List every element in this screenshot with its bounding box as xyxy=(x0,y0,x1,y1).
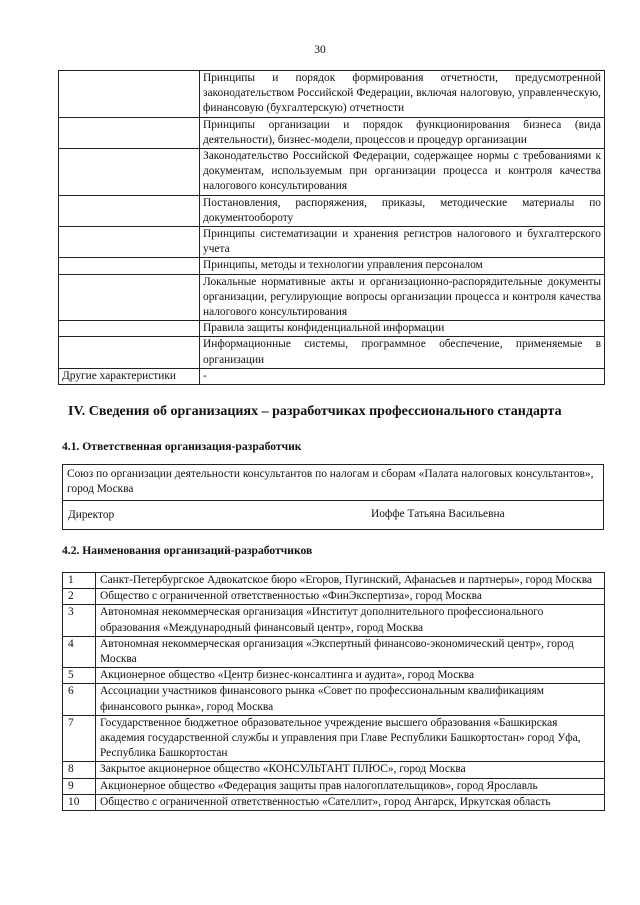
org-row xyxy=(63,715,605,762)
page-number: 30 xyxy=(314,44,326,56)
org-name: Общество с ограниченной ответственностью «Сателлит», город Ангарск, Иркутская область xyxy=(96,794,605,810)
org-name: Ассоциации участников финансового рынка «Совет по профессиональным квалификациям финансового рынка», город Москва xyxy=(96,684,605,715)
row-label-cell xyxy=(59,258,200,274)
org-name: Санкт-Петербургское Адвокатское бюро «Егоров, Пугинский, Афанасьев и партнеры», город Москва xyxy=(96,573,605,589)
table-row xyxy=(59,117,605,148)
org-number: 5 xyxy=(63,668,96,684)
table-row xyxy=(59,195,605,226)
org-row xyxy=(63,684,605,715)
developer-orgs-table xyxy=(62,572,605,811)
row-label-cell: Другие характеристики xyxy=(59,368,200,384)
table-row xyxy=(59,258,605,274)
responsible-position: Директор xyxy=(68,509,115,522)
org-row xyxy=(63,668,605,684)
developer-orgs-title: 4.2. Наименования организаций-разработчиков xyxy=(62,544,313,557)
org-number: 4 xyxy=(63,636,96,667)
row-content-cell: Принципы и порядок формирования отчетности, предусмотренной законодательством Российской Федерации, включая налоговую, управленческую, финансовую (бухгалтерскую) отчетности xyxy=(200,71,605,118)
org-name: Акционерное общество «Федерация защиты прав налогоплательщиков», город Ярославль xyxy=(96,778,605,794)
org-row xyxy=(63,762,605,778)
table-row xyxy=(59,368,605,384)
org-row xyxy=(63,794,605,810)
org-number: 6 xyxy=(63,684,96,715)
table-row xyxy=(59,337,605,368)
row-label-cell xyxy=(59,274,200,321)
org-number: 2 xyxy=(63,589,96,605)
responsible-org-box xyxy=(62,464,604,530)
row-label-cell xyxy=(59,337,200,368)
table-row xyxy=(59,321,605,337)
org-row xyxy=(63,589,605,605)
row-label-cell xyxy=(59,321,200,337)
row-content-cell: Законодательство Российской Федерации, содержащее нормы с требованиями к документам, используемым при организации процесса и контроля качества налогового консультирования xyxy=(200,149,605,196)
row-content-cell: Правила защиты конфиденциальной информации xyxy=(200,321,605,337)
responsible-person: Иоффе Татьяна Васильевна xyxy=(371,508,505,521)
row-content-cell: Принципы, методы и технологии управления персоналом xyxy=(200,258,605,274)
org-name: Государственное бюджетное образовательное учреждение высшего образования «Башкирская академия государственной службы и управления при Главе Республики Башкортостан» город Уфа, Республика Башкортостан xyxy=(96,715,605,762)
org-name: Акционерное общество «Центр бизнес-консалтинга и аудита», город Москва xyxy=(96,668,605,684)
table-row xyxy=(59,149,605,196)
org-row xyxy=(63,778,605,794)
org-number: 8 xyxy=(63,762,96,778)
org-name: Автономная некоммерческая организация «Институт дополнительного профессионального образования «Международный финансовый центр», город Москва xyxy=(96,605,605,636)
org-row xyxy=(63,636,605,667)
org-number: 10 xyxy=(63,794,96,810)
row-content-cell: - xyxy=(200,368,605,384)
row-content-cell: Локальные нормативные акты и организационно-распорядительные документы организации, регулирующие вопросы организации процесса и контроля качества налогового консультирования xyxy=(200,274,605,321)
row-label-cell xyxy=(59,149,200,196)
org-number: 1 xyxy=(63,573,96,589)
row-label-cell xyxy=(59,195,200,226)
row-label-cell xyxy=(59,227,200,258)
org-row xyxy=(63,573,605,589)
org-name: Общество с ограниченной ответственностью «ФинЭкспертиза», город Москва xyxy=(96,589,605,605)
row-content-cell: Постановления, распоряжения, приказы, методические материалы по документообороту xyxy=(200,195,605,226)
org-name: Автономная некоммерческая организация «Экспертный финансово-экономический центр», город Москва xyxy=(96,636,605,667)
org-name: Закрытое акционерное общество «КОНСУЛЬТАНТ ПЛЮС», город Москва xyxy=(96,762,605,778)
table-row xyxy=(59,274,605,321)
org-number: 3 xyxy=(63,605,96,636)
table-row xyxy=(59,71,605,118)
section-title: IV. Сведения об организациях – разработчиках профессионального стандарта xyxy=(68,404,562,419)
row-content-cell: Принципы организации и порядок функционирования бизнеса (вида деятельности), бизнес-модели, процессов и процедур организации xyxy=(200,117,605,148)
org-row xyxy=(63,605,605,636)
org-number: 7 xyxy=(63,715,96,762)
knowledge-table xyxy=(58,70,605,385)
table-row xyxy=(59,227,605,258)
row-content-cell: Информационные системы, программное обеспечение, применяемые в организации xyxy=(200,337,605,368)
org-number: 9 xyxy=(63,778,96,794)
row-label-cell xyxy=(59,71,200,118)
row-label-cell xyxy=(59,117,200,148)
responsible-org-name: Союз по организации деятельности консультантов по налогам и сборам «Палата налоговых консультантов», город Москва xyxy=(63,465,603,501)
responsible-org-title: 4.1. Ответственная организация-разработчик xyxy=(62,440,302,453)
responsible-signatory-row xyxy=(63,501,603,529)
row-content-cell: Принципы систематизации и хранения регистров налогового и бухгалтерского учета xyxy=(200,227,605,258)
